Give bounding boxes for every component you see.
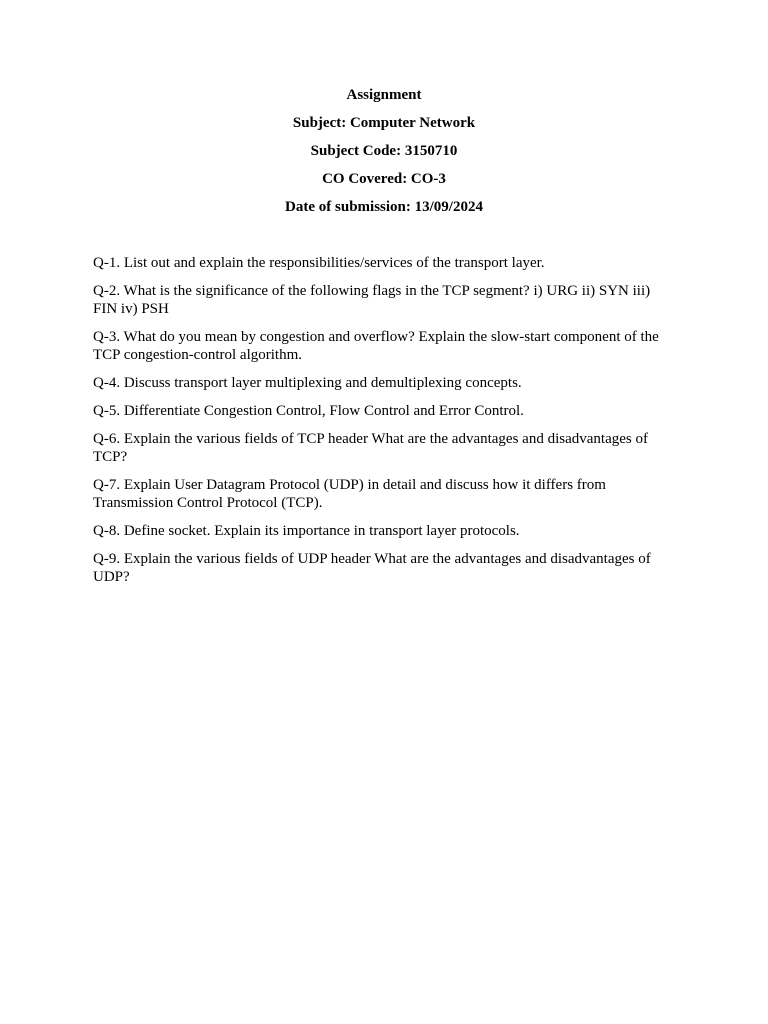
question-6: Q-6. Explain the various fields of TCP header What are the advantages and disadvantages of TCP? [93,431,648,465]
question-list [93,254,675,596]
co-covered-line: CO Covered: CO-3 [322,171,446,187]
submission-date-line: Date of submission: 13/09/2024 [285,199,483,215]
subject-line: Subject: Computer Network [292,115,476,131]
assignment-title: Assignment [346,87,422,103]
assignment-header [0,86,768,226]
question-4: Q-4. Discuss transport layer multiplexing and demultiplexing concepts. [93,375,522,391]
question-1: Q-1. List out and explain the responsibilities/services of the transport layer. [93,255,545,271]
question-8: Q-8. Define socket. Explain its importance in transport layer protocols. [93,523,520,539]
question-3: Q-3. What do you mean by congestion and overflow? Explain the slow-start component of the TCP congestion-control algorithm. [93,329,659,363]
subject-code-line: Subject Code: 3150710 [310,143,458,159]
question-2: Q-2. What is the significance of the following flags in the TCP segment? i) URG ii) SYN iii) FIN iv) PSH [93,283,651,317]
question-9: Q-9. Explain the various fields of UDP header What are the advantages and disadvantages of UDP? [93,551,651,585]
question-7: Q-7. Explain User Datagram Protocol (UDP) in detail and discuss how it differs from Transmission Control Protocol (TCP). [93,477,606,511]
question-5: Q-5. Differentiate Congestion Control, Flow Control and Error Control. [93,403,524,419]
